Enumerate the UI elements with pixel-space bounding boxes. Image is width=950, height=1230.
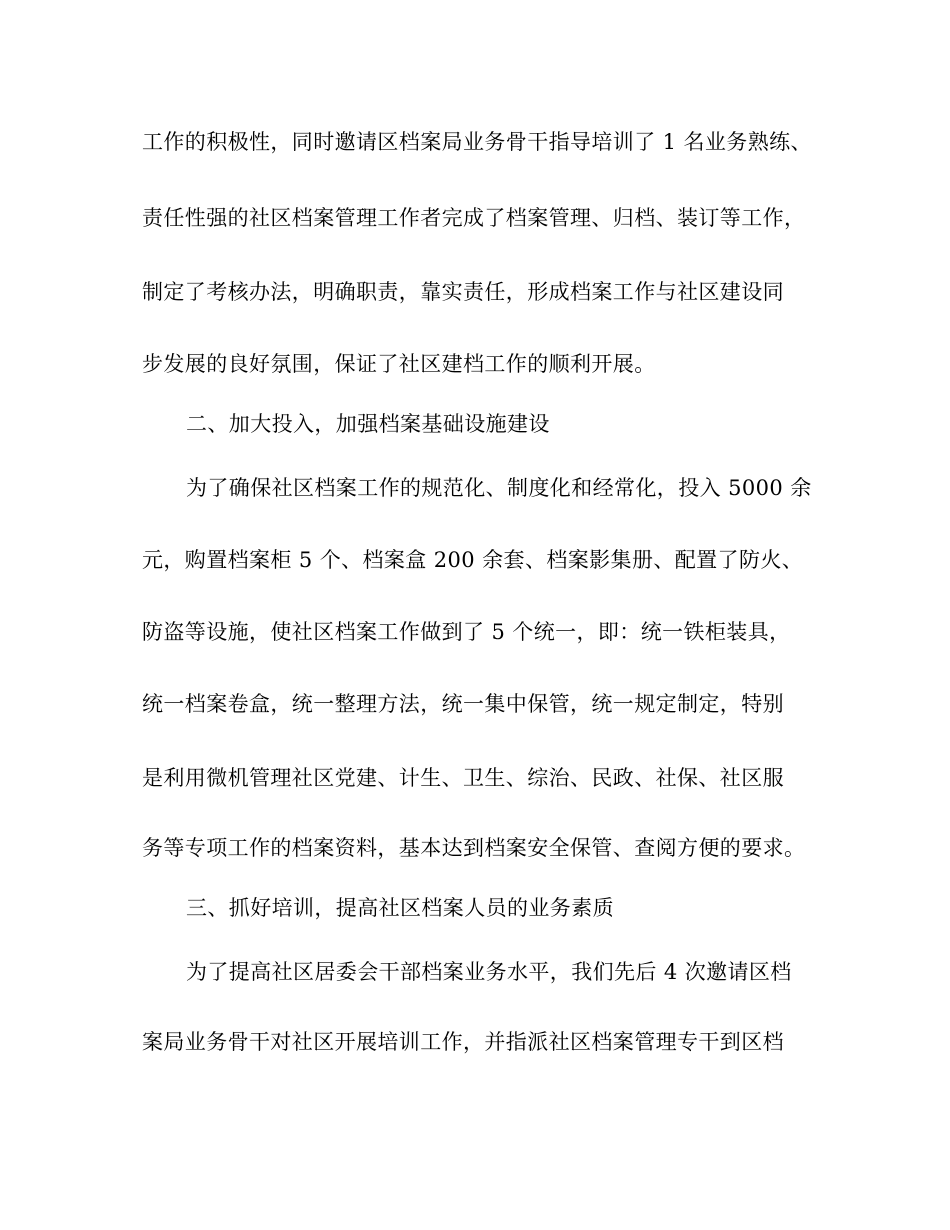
section-heading: 二、加大投入，加强档案基础设施建设	[186, 412, 550, 436]
body-text-line: 制定了考核办法，明确职责，靠实责任，形成档案工作与社区建设同	[142, 280, 784, 304]
body-text-line: 统一档案卷盒，统一整理方法，统一集中保管，统一规定制定，特别	[142, 692, 784, 716]
section-heading: 三、抓好培训，提高社区档案人员的业务素质	[186, 896, 614, 920]
body-text-line: 是利用微机管理社区党建、计生、卫生、综治、民政、社保、社区服	[142, 766, 784, 790]
body-text-line: 工作的积极性，同时邀请区档案局业务骨干指导培训了 1 名业务熟练、	[142, 130, 812, 154]
body-text-line: 为了确保社区档案工作的规范化、制度化和经常化，投入 5000 余	[186, 476, 812, 500]
body-text-line: 为了提高社区居委会干部档案业务水平，我们先后 4 次邀请区档	[186, 960, 792, 984]
body-text-line: 元，购置档案柜 5 个、档案盒 200 余套、档案影集册、配置了防火、	[142, 548, 804, 572]
body-text-line: 防盗等设施，使社区档案工作做到了 5 个统一，即：统一铁柜装具，	[142, 620, 791, 644]
body-text-line: 案局业务骨干对社区开展培训工作，并指派社区档案管理专干到区档	[142, 1030, 784, 1054]
body-text-line: 步发展的良好氛围，保证了社区建档工作的顺利开展。	[142, 352, 656, 376]
body-text-line: 责任性强的社区档案管理工作者完成了档案管理、归档、装订等工作，	[142, 206, 806, 230]
body-text-line: 务等专项工作的档案资料，基本达到档案安全保管、查阅方便的要求。	[142, 836, 806, 860]
